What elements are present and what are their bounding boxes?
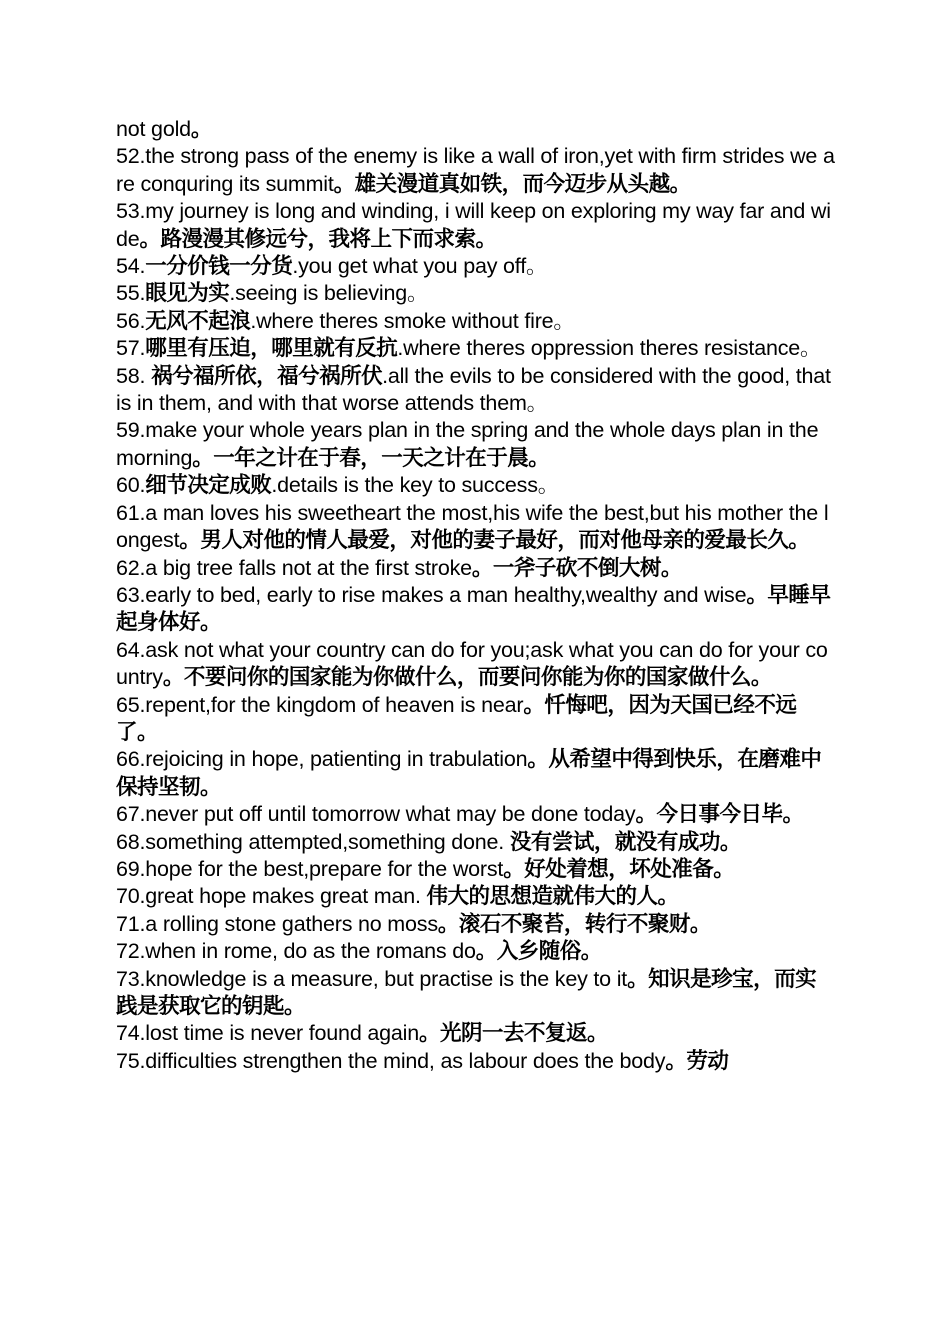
- english-text: .where theres oppression theres resistance。: [397, 336, 822, 361]
- proverb-entry: [116, 746, 836, 801]
- entry-number: 61.: [116, 500, 146, 525]
- chinese-text: 。从希望中得到快乐，在磨难中保持坚韧。: [116, 747, 822, 800]
- entry-number: 59.: [116, 418, 146, 443]
- entry-number: 56.: [116, 308, 146, 333]
- chinese-text: 。滚石不聚苔，转行不聚财。: [437, 911, 711, 937]
- english-text: something attempted,something done.: [145, 829, 510, 854]
- proverb-entry: [116, 1020, 836, 1047]
- english-text: .where theres smoke without fire。: [250, 308, 575, 333]
- english-text: lost time is never found again: [145, 1021, 419, 1046]
- chinese-text: 。劳动: [665, 1048, 729, 1074]
- entry-number: 73.: [116, 966, 146, 991]
- chinese-text: 一分价钱一分货: [145, 254, 293, 280]
- english-text: early to bed, early to rise makes a man healthy,wealthy and wise: [145, 582, 747, 607]
- chinese-text: 。一斧子砍不倒大树。: [471, 555, 682, 581]
- english-text: a big tree falls not at the first stroke: [145, 555, 472, 580]
- entry-number: 74.: [116, 1021, 146, 1046]
- entry-number: 75.: [116, 1048, 146, 1073]
- proverb-entry: [116, 417, 836, 472]
- chinese-text: 。路漫漫其修远兮，我将上下而求索。: [139, 226, 497, 252]
- proverb-entry: [116, 966, 836, 1021]
- chinese-text: 。雄关漫道真如铁，而今迈步从头越。: [333, 171, 691, 197]
- proverb-entry: [116, 500, 836, 555]
- entry-number: 57.: [116, 336, 146, 361]
- entry-number: 64.: [116, 637, 146, 662]
- entry-number: 55.: [116, 281, 146, 306]
- chinese-text: 眼见为实: [145, 281, 230, 307]
- chinese-text: 。: [190, 117, 212, 142]
- english-text: difficulties strengthen the mind, as labour does the body: [145, 1048, 666, 1073]
- english-text: rejoicing in hope, patienting in trabulation: [145, 747, 528, 772]
- chinese-text: 。光阴一去不复返。: [418, 1021, 608, 1047]
- english-text: great hope makes great man.: [145, 884, 427, 909]
- english-text: .you get what you pay off。: [292, 254, 548, 279]
- proverb-entry: [116, 856, 836, 883]
- proverb-entry: [116, 829, 836, 856]
- chinese-text: 细节决定成败: [145, 473, 272, 499]
- proverb-entry: [116, 253, 836, 280]
- document-page: [116, 116, 836, 1075]
- proverb-entry: [116, 335, 836, 362]
- proverb-entry: [116, 280, 836, 307]
- proverb-entry: [116, 1048, 836, 1075]
- entry-number: 69.: [116, 856, 146, 881]
- entry-number: 60.: [116, 473, 146, 498]
- entry-number: 63.: [116, 582, 146, 607]
- entry-number: 58.: [116, 363, 152, 388]
- english-text: never put off until tomorrow what may be done today: [145, 802, 636, 827]
- entry-number: 62.: [116, 555, 146, 580]
- english-text: the strong pass of the enemy is like a wall of iron,yet with firm strides we are conquring its summit: [116, 144, 835, 196]
- chinese-text: 。好处着想，坏处准备。: [503, 856, 735, 882]
- english-text: ask not what your country can do for you;ask what you can do for your country: [116, 637, 828, 690]
- chinese-text: 伟大的思想造就伟大的人。: [426, 884, 679, 910]
- chinese-text: 无风不起浪: [145, 308, 251, 334]
- chinese-text: 。入乡随俗。: [475, 939, 602, 965]
- proverb-entry: [116, 555, 836, 582]
- chinese-text: 。知识是珍宝，而实践是获取它的钥匙。: [116, 966, 817, 1019]
- proverb-entry: [116, 582, 836, 637]
- proverb-entry: [116, 116, 836, 143]
- english-text: knowledge is a measure, but practise is the key to it: [145, 966, 628, 991]
- chinese-text: 。早睡早起身体好。: [116, 582, 831, 636]
- entry-number: 54.: [116, 254, 146, 279]
- proverb-entry: [116, 911, 836, 938]
- english-text: make your whole years plan in the spring and the whole days plan in the morning: [116, 418, 819, 470]
- entry-number: 72.: [116, 939, 146, 964]
- chinese-text: 没有尝试，就没有成功。: [509, 829, 741, 855]
- english-text: when in rome, do as the romans do: [145, 939, 476, 964]
- english-text: a rolling stone gathers no moss: [145, 911, 438, 936]
- entry-number: 67.: [116, 802, 146, 827]
- chinese-text: 祸兮福所依，福兮祸所伏: [151, 363, 383, 389]
- chinese-text: 。今日事今日毕。: [635, 802, 804, 828]
- english-text: repent,for the kingdom of heaven is near: [145, 692, 524, 717]
- proverb-entry: [116, 692, 836, 747]
- entry-number: 65.: [116, 692, 146, 717]
- chinese-text: 哪里有压迫，哪里就有反抗: [145, 336, 398, 362]
- english-text: .seeing is believing。: [229, 281, 429, 306]
- english-text: my journey is long and winding, i will keep on exploring my way far and wide: [116, 199, 831, 251]
- chinese-text: 。一年之计在于春，一天之计在于晨。: [192, 445, 550, 471]
- entry-number: 53.: [116, 199, 146, 224]
- english-text: not gold: [116, 117, 191, 141]
- proverb-entry: [116, 143, 836, 198]
- entry-number: 66.: [116, 747, 146, 772]
- chinese-text: 。不要问你的国家能为你做什么，而要问你能为你的国家做什么。: [162, 665, 772, 691]
- english-text: .details is the key to success。: [271, 473, 560, 498]
- proverb-entry: [116, 472, 836, 499]
- proverb-entry: [116, 198, 836, 253]
- chinese-text: 。男人对他的情人最爱，对他的妻子最好，而对他母亲的爱最长久。: [179, 528, 810, 554]
- entry-number: 52.: [116, 144, 146, 169]
- chinese-text: 。忏悔吧，因为天国已经不远了。: [116, 692, 797, 745]
- proverb-entry: [116, 883, 836, 910]
- entry-number: 70.: [116, 884, 146, 909]
- proverb-entry: [116, 363, 836, 418]
- proverb-entry: [116, 801, 836, 828]
- proverb-entry: [116, 938, 836, 965]
- entry-number: 71.: [116, 911, 146, 936]
- english-text: .all the evils to be considered with the good, that is in them, and with that worse attends them。: [116, 363, 831, 416]
- proverb-entry: [116, 637, 836, 692]
- english-text: a man loves his sweetheart the most,his wife the best,but his mother the longest: [116, 500, 829, 553]
- proverb-entry: [116, 308, 836, 335]
- entry-number: 68.: [116, 829, 146, 854]
- english-text: hope for the best,prepare for the worst: [145, 856, 504, 881]
